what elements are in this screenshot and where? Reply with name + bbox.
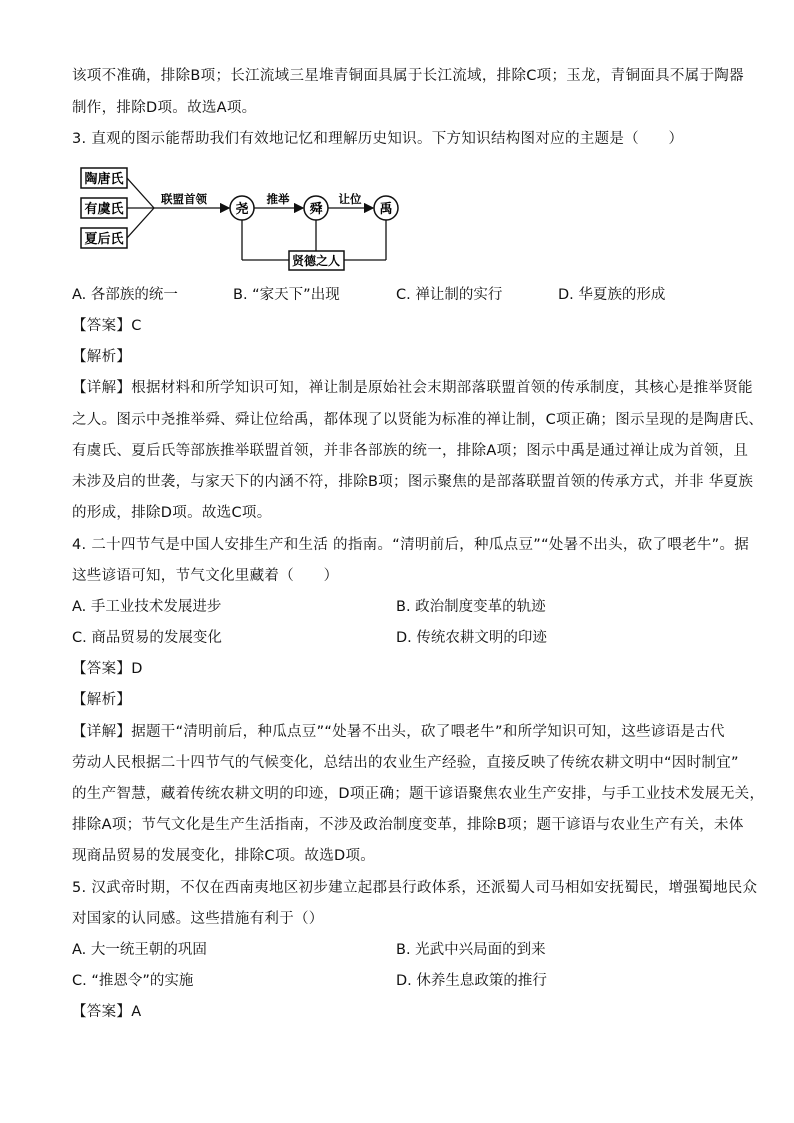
knowledge-structure-diagram bbox=[76, 160, 416, 275]
yao-label: 尧 bbox=[235, 202, 249, 217]
q3-analysis-heading: 【解析】 bbox=[72, 349, 132, 365]
tribe-label-3: 夏后氏 bbox=[84, 232, 124, 247]
shun-label: 舜 bbox=[309, 202, 323, 217]
q3-detail-line-3: 有虞氏、夏后氏等部族推举联盟首领，并非各部族的统一，排除A项；图示中禹是通过禅让成为首领，且 bbox=[72, 443, 749, 459]
q5-option-c: C. “推恩令”的实施 bbox=[72, 973, 194, 989]
arrow-label-abdicate: 让位 bbox=[338, 192, 362, 206]
arrow-label-recommend: 推举 bbox=[266, 192, 290, 206]
q3-detail-line-2: 之人。图示中尧推举舜、舜让位给禹，都体现了以贤能为标准的禅让制，C项正确；图示呈现的是陶唐氏、 bbox=[72, 412, 764, 428]
q4-answer: 【答案】D bbox=[72, 661, 143, 677]
prev-explanation-line-1: 该项不准确，排除B项；长江流域三星堆青铜面具属于长江流域，排除C项；玉龙，青铜面具不属于陶器 bbox=[72, 68, 744, 84]
worthy-person-label: 贤德之人 bbox=[291, 254, 341, 268]
arrow-label-leader: 联盟首领 bbox=[161, 192, 207, 206]
question-4-stem-line-2: 这些谚语可知，节气文化里藏着（ ） bbox=[72, 568, 339, 584]
q3-option-c: C. 禅让制的实行 bbox=[396, 287, 503, 303]
q5-option-d: D. 休养生息政策的推行 bbox=[396, 973, 547, 989]
q4-option-d: D. 传统农耕文明的印迹 bbox=[396, 630, 547, 646]
question-4-stem-line-1: 4. 二十四节气是中国人安排生产和生活 的指南。“清明前后，种瓜点豆”“处暑不出头，砍了喂老牛”。据 bbox=[72, 537, 750, 553]
q4-detail-line-4: 排除A项；节气文化是生产生活指南，不涉及政治制度变革，排除B项；题干谚语与农业生产有关，未体 bbox=[72, 817, 744, 833]
q3-option-b: B. “家天下”出现 bbox=[233, 287, 340, 303]
q3-detail-line-1: 【详解】根据材料和所学知识可知，禅让制是原始社会末期部落联盟首领的传承制度，其核心是推举贤能 bbox=[72, 380, 753, 396]
prev-explanation-line-2: 制作，排除D项。故选A项。 bbox=[72, 100, 257, 116]
q4-option-b: B. 政治制度变革的轨迹 bbox=[396, 599, 546, 615]
q4-detail-line-2: 劳动人民根据二十四节气的气候变化，总结出的农业生产经验，直接反映了传统农耕文明中“因时制宜” bbox=[72, 755, 739, 771]
q4-detail-line-5: 现商品贸易的发展变化，排除C项。故选D项。 bbox=[72, 848, 376, 864]
q4-option-a: A. 手工业技术发展进步 bbox=[72, 599, 222, 615]
q4-detail-line-3: 的生产智慧，藏着传统农耕文明的印迹，D项正确；题干谚语聚焦农业生产安排，与手工业技术发展无关， bbox=[72, 786, 765, 802]
q3-answer: 【答案】C bbox=[72, 318, 142, 334]
q3-option-a: A. 各部族的统一 bbox=[72, 287, 178, 303]
yu-label: 禹 bbox=[379, 202, 393, 217]
q4-analysis-heading: 【解析】 bbox=[72, 692, 132, 708]
q5-answer: 【答案】A bbox=[72, 1004, 142, 1020]
tribe-label-1: 陶唐氏 bbox=[84, 172, 124, 187]
q3-detail-line-5: 的形成，排除D项。故选C项。 bbox=[72, 505, 272, 521]
question-5-stem-line-1: 5. 汉武帝时期，不仅在西南夷地区初步建立起郡县行政体系，还派蜀人司马相如安抚蜀民，增强蜀地民众 bbox=[72, 880, 758, 896]
q5-option-b: B. 光武中兴局面的到来 bbox=[396, 942, 546, 958]
tribe-label-2: 有虞氏 bbox=[84, 202, 124, 217]
q3-detail-line-4: 未涉及启的世袭，与家天下的内涵不符，排除B项；图示聚焦的是部落联盟首领的传承方式，并非 华夏族 bbox=[72, 474, 754, 490]
q3-option-d: D. 华夏族的形成 bbox=[558, 287, 666, 303]
question-3-stem: 3. 直观的图示能帮助我们有效地记忆和理解历史知识。下方知识结构图对应的主题是（ ） bbox=[72, 131, 684, 147]
q5-option-a: A. 大一统王朝的巩固 bbox=[72, 942, 207, 958]
q4-detail-line-1: 【详解】据题干“清明前后，种瓜点豆”“处暑不出头，砍了喂老牛”和所学知识可知，这些谚语是古代 bbox=[72, 724, 725, 740]
q4-option-c: C. 商品贸易的发展变化 bbox=[72, 630, 222, 646]
question-5-stem-line-2: 对国家的认同感。这些措施有利于（） bbox=[72, 911, 324, 927]
diagram-svg bbox=[76, 160, 416, 275]
